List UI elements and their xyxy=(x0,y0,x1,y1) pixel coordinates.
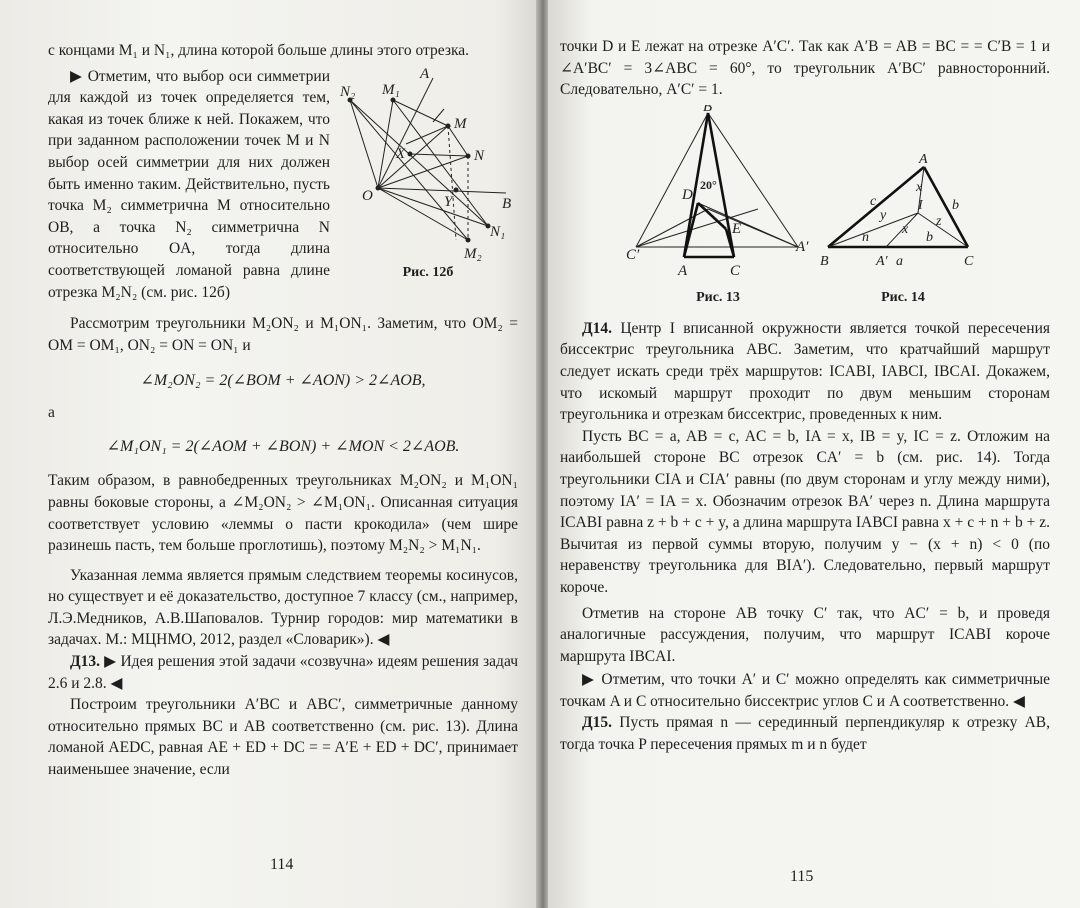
label-C: C xyxy=(730,262,741,279)
label-N2: N₂ xyxy=(340,83,356,100)
label-B: B xyxy=(820,253,829,269)
paragraph-construction: Построим треугольники A′BC и ABC′, симметричные данному относительно прямых BC и AB соответственно (см. рис. 13). Длина ломаной AEDC, равная AE + ED + DC = = A′E + ED + DC′, принимает наименьшее значение, если xyxy=(48,696,518,779)
paragraph-triangles: Рассмотрим треугольники M₂ON₂ и M₁ON₁. Заметим, что OM₂ = OM = OM₁, ON₂ = ON = ON₁ и xyxy=(48,315,518,354)
problem-d13 xyxy=(48,651,518,694)
label-M2: M₂ xyxy=(464,245,482,262)
label-c: c xyxy=(870,193,877,209)
paragraph-crocodile-lemma: Таким образом, в равнобедренных треугольниках M₂ON₂ и M₁ON₁ равны боковые стороны, а ∠M₂ON₂ > ∠M₁ON₁. Описанная ситуация соответствует условию «леммы о пасти крокодила» (чем шире разинешь пасть, тем больше проглотишь), поэтому M₂N₂ > M₁N₁. xyxy=(48,472,518,555)
conjunction-a: а xyxy=(48,404,55,422)
label-Y: Y xyxy=(444,193,453,210)
label-A-prime: A′ xyxy=(876,253,888,269)
page-number-right: 115 xyxy=(790,868,814,885)
formula-angle-2: ∠M₁ON₁ = 2(∠AOM + ∠BON) + ∠MON < 2∠AOB. xyxy=(106,438,460,456)
label-E: E xyxy=(732,220,742,237)
problem-d14-label: Д14. xyxy=(582,319,613,337)
paragraph-symmetric-points: ▶ Отметим, что точки A′ и C′ можно определять как симметричные точкам A и C относительно биссектрис углов C и A соответственно. ◀ xyxy=(560,671,1050,710)
label-A: A xyxy=(420,65,430,82)
label-C-prime: C′ xyxy=(626,246,640,263)
formula-angle-1: ∠M₂ON₂ = 2(∠BOM + ∠AON) > 2∠AOB, xyxy=(140,372,426,390)
figure-12b xyxy=(338,66,518,281)
label-C: C xyxy=(964,253,974,269)
paragraph-point-c-prime: Отметив на стороне AB точку C′ так, что AC′ = b, и проведя аналогичные рассуждения, получим, что маршрут ICABI короче маршрута IBCAI. xyxy=(560,604,1050,665)
label-I: I xyxy=(918,197,923,213)
label-N: N xyxy=(474,147,485,164)
label-A: A xyxy=(919,151,928,167)
paragraph-routes: Пусть BC = a, AB = c, AC = b, IA = x, IB = y, IC = z. Отложим на наибольшей стороне BC отрезок CA′ = b (см. рис. 14). Тогда треугольники CIA и CIA′ равны (по двум сторонам и углу между ними), поэтому IA′ = IA = x. Обозначим отрезок BA′ через n. Длина маршрута ICABI равна z + b + c + y, а длина маршрута IABCI равна x + c + n + b + z. Вычитая из первой суммы вторую, получим y − (x + n) < 0 (по неравенству треугольника для BIA′). Следовательно, первый маршрут короче. xyxy=(560,427,1050,596)
label-z: z xyxy=(936,213,942,229)
label-D: D xyxy=(682,186,693,203)
label-O: O xyxy=(362,187,373,204)
problem-d13-text: ▶ Идея решения этой задачи «созвучна» идеям решения задач 2.6 и 2.8. ◀ xyxy=(48,653,518,692)
paragraph-cosine-theorem: Указанная лемма является прямым следствием теоремы косинусов, но существует и её доказательство, доступное 7 классу (см., например, Л.Э.Медников, А.В.Шаповалов. Турнир городов: мир математики в задачах. М.: МЦНМО, 2012, раздел «Словарик»). ◀ xyxy=(48,566,518,649)
page-115 xyxy=(548,0,1080,908)
label-A: A xyxy=(678,262,688,279)
label-n: n xyxy=(862,229,869,245)
label-b2: b xyxy=(926,229,933,245)
paragraph-equilateral: точки D и E лежат на отрезке A′C′. Так как A′B = AB = BC = = C′B = 1 и ∠A′BC′ = 3∠ABC = 60°, то треугольник A′BC′ равносторонний. Следовательно, A′C′ = 1. xyxy=(560,38,1050,99)
problem-d13-label: Д13. xyxy=(70,653,101,671)
problem-d14-text: Центр I вписанной окружности является точкой пересечения биссектрис треугольника ABC. Заметим, что кратчайший маршрут следует искать среди трёх маршрутов: ICABI, IABCI, IBCAI. Докажем, что искомый маршрут проходит по двум меньшим сторонам треугольника и отрезкам биссектрис, проведенных к ним. xyxy=(560,319,1050,424)
label-y: y xyxy=(880,207,887,223)
label-x2: x xyxy=(902,221,909,237)
figure-row xyxy=(560,105,1050,306)
label-M1: M₁ xyxy=(382,81,400,98)
problem-d15-label: Д15. xyxy=(582,714,613,732)
label-X: X xyxy=(396,145,406,162)
figure-14 xyxy=(818,105,988,306)
label-B: B xyxy=(502,195,512,212)
label-N1: N₁ xyxy=(490,223,506,240)
problem-d15-text: Пусть прямая n — серединный перпендикуляр к отрезку AB, тогда точка P пересечения прямых m и n будет xyxy=(560,714,1050,754)
figure-13 xyxy=(618,105,818,306)
figure-14-diagram xyxy=(818,105,988,285)
paragraph-axis-choice: ▶ Отметим, что выбор оси симметрии для каждой из точек определяется тем, какая из точек ближе к ней. Покажем, что при заданном расположении точек M и N выбор осей симметрии для них должен быть именно таким. Действительно, пусть точка M₂ симметрична M относительно OB, а точка N₂ симметрична N относительно OA, тогда длина соответствующей ломаной равна длине отрезка M₂N₂ (см. рис. 12б) xyxy=(48,67,330,301)
figure-13-caption: Рис. 13 xyxy=(696,289,740,305)
label-angle: 20° xyxy=(700,177,717,192)
problem-d15 xyxy=(560,712,1050,755)
label-x1: x xyxy=(916,179,923,195)
figure-12b-caption: Рис. 12б xyxy=(402,264,454,280)
figure-13-diagram xyxy=(618,105,818,285)
figure-14-caption: Рис. 14 xyxy=(881,289,925,305)
figure-12b-diagram xyxy=(338,66,518,266)
problem-d14 xyxy=(560,318,1050,426)
label-A-prime: A′ xyxy=(796,238,809,255)
label-a: a xyxy=(896,253,903,269)
page-number-left: 114 xyxy=(270,856,294,873)
label-M: M xyxy=(454,115,467,132)
label-b1: b xyxy=(952,197,959,213)
label-B: B xyxy=(703,104,713,115)
paragraph-continuation: с концами M₁ и N₁, длина которой больше длины этого отрезка. xyxy=(48,42,470,59)
